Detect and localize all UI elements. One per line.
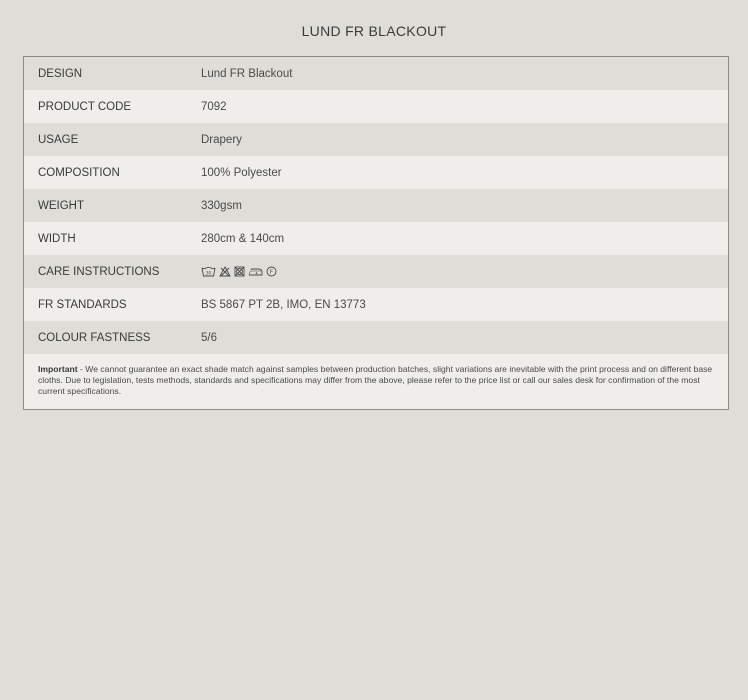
- spec-label: COLOUR FASTNESS: [38, 331, 151, 344]
- spec-label: USAGE: [38, 133, 79, 146]
- note-text: - We cannot guarantee an exact shade match against samples between production batches, slight variations are inevitable with the print process and on different base cloths. Due to legislation, tests methods, standards and specifications may differ from the above, please refer to the price list or call our sales desk for confirmation of the most current specifications.: [38, 364, 713, 396]
- spec-row-colour-fastness: [24, 321, 728, 354]
- spec-value: 7092: [201, 100, 227, 113]
- spec-sheet-page: [3, 3, 745, 700]
- spec-table: [23, 56, 729, 410]
- spec-label: DESIGN: [38, 67, 83, 80]
- spec-value: 100% Polyester: [201, 166, 282, 179]
- spec-value: 5/6: [201, 331, 217, 344]
- spec-value: Lund FR Blackout: [201, 67, 293, 80]
- spec-label: PRODUCT CODE: [38, 100, 132, 113]
- spec-row-weight: [24, 189, 728, 222]
- iron-low-icon: [248, 266, 263, 277]
- dry-clean-f-icon: [266, 266, 277, 277]
- note-heading: Important: [38, 364, 78, 374]
- spec-row-width: [24, 222, 728, 255]
- spec-value: 280cm & 140cm: [201, 232, 285, 245]
- spec-row-composition: [24, 156, 728, 189]
- spec-label: WIDTH: [38, 232, 76, 245]
- svg-text:F: F: [269, 269, 274, 276]
- spec-row-care-instructions: [24, 255, 728, 288]
- spec-row-fr-standards: [24, 288, 728, 321]
- spec-row-design: [24, 57, 728, 90]
- spec-value: Drapery: [201, 133, 242, 146]
- no-tumble-dry-icon: [234, 266, 245, 277]
- spec-label: FR STANDARDS: [38, 298, 127, 311]
- spec-label: CARE INSTRUCTIONS: [38, 265, 160, 278]
- spec-value: BS 5867 PT 2B, IMO, EN 13773: [201, 298, 366, 311]
- spec-value: 330gsm: [201, 199, 242, 212]
- page-title: LUND FR BLACKOUT: [301, 23, 447, 39]
- care-icons: [201, 266, 728, 277]
- wash-30-icon: [201, 266, 216, 277]
- important-note: [24, 354, 728, 409]
- spec-label: COMPOSITION: [38, 166, 120, 179]
- spec-row-usage: [24, 123, 728, 156]
- svg-text:30: 30: [205, 270, 212, 276]
- spec-label: WEIGHT: [38, 199, 84, 212]
- spec-row-product-code: [24, 90, 728, 123]
- no-bleach-icon: [219, 266, 231, 277]
